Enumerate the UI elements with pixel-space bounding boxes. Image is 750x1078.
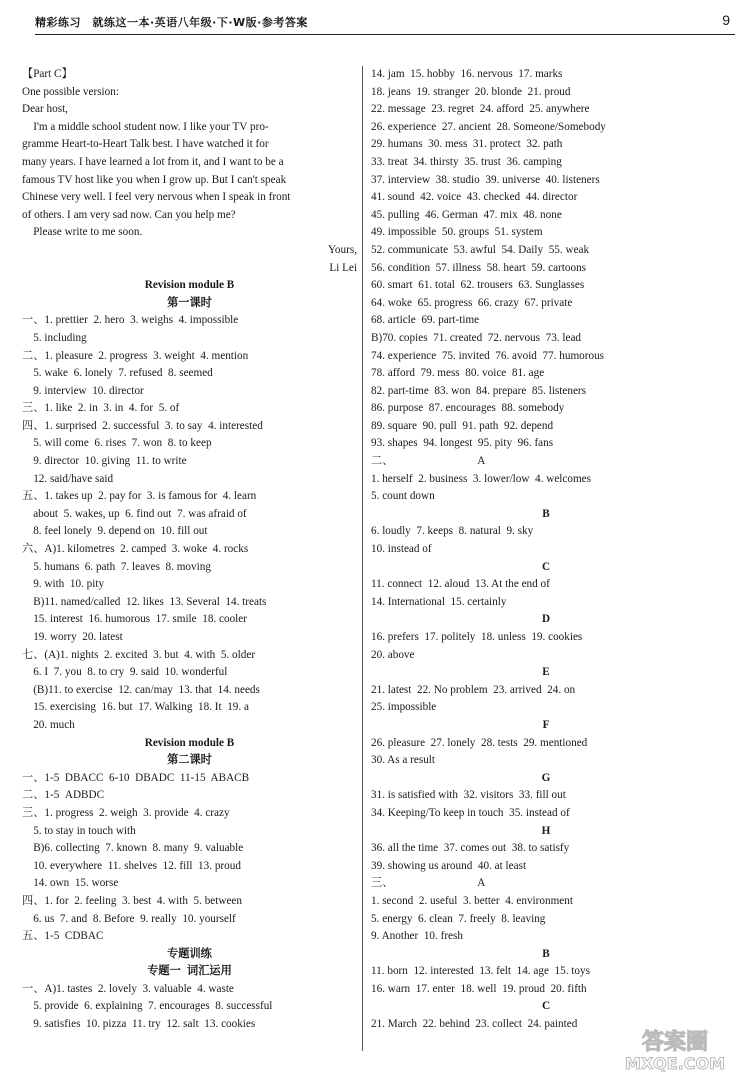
answer-line: famous TV host like you when I grow up. But I can't speak xyxy=(22,173,287,186)
answer-line: 七、(A)1. nights 2. excited 3. but 4. with 5. older xyxy=(22,648,256,661)
answer-line: 6. loudly 7. keeps 8. natural 9. sky xyxy=(371,525,534,538)
answer-line: 5. will come 6. rises 7. won 8. to keep xyxy=(22,437,212,450)
answer-line: Please write to me soon. xyxy=(22,226,143,239)
answer-line: 14. International 15. certainly xyxy=(371,595,507,608)
header-title: 精彩练习 就练这一本·英语八年级·下·W版·参考答案 xyxy=(35,16,308,29)
answer-line: 9. director 10. giving 11. to write xyxy=(22,455,187,468)
answer-line: 82. part-time 83. won 84. prepare 85. listeners xyxy=(371,384,586,397)
answer-line: 9. with 10. pity xyxy=(22,578,105,591)
answer-line: 41. sound 42. voice 43. checked 44. director xyxy=(371,191,578,204)
answer-line: 22. message 23. regret 24. afford 25. anywhere xyxy=(371,103,590,116)
answer-line: 25. impossible xyxy=(371,701,437,714)
answer-line: 19. worry 20. latest xyxy=(22,631,123,643)
answer-line: Dear host, xyxy=(22,103,68,116)
answer-line: 14. own 15. worse xyxy=(22,877,119,890)
answer-line: 专题一 词汇运用 xyxy=(147,965,232,978)
answer-line: 五、1-5 CDBAC xyxy=(22,930,104,943)
answer-line: 三、1. like 2. in 3. in 4. for 5. of xyxy=(22,402,180,415)
column-divider xyxy=(362,66,363,1051)
answer-line: 【Part C】 xyxy=(22,68,73,80)
answer-line: 26. experience 27. ancient 28. Someone/Somebody xyxy=(371,120,606,133)
answer-line: 74. experience 75. invited 76. avoid 77. humorous xyxy=(371,349,605,362)
answer-line: 四、1. surprised 2. successful 3. to say 4. interested xyxy=(22,419,263,432)
answer-line: 5. wake 6. lonely 7. refused 8. seemed xyxy=(22,367,213,380)
answer-line: C xyxy=(541,560,551,573)
answer-line: C xyxy=(541,1000,551,1013)
answer-line: Revision module B xyxy=(144,279,235,292)
watermark-line2: MXQE.COM xyxy=(624,1054,726,1073)
answer-line: 64. woke 65. progress 66. crazy 67. private xyxy=(371,296,573,309)
answer-line: 6. I 7. you 8. to cry 9. said 10. wonderful xyxy=(22,666,228,679)
answer-line: 86. purpose 87. encourages 88. somebody xyxy=(371,402,565,415)
answer-line: D xyxy=(541,613,551,626)
answer-line: 一、1. prettier 2. hero 3. weighs 4. impossible xyxy=(22,314,239,327)
answer-line: 16. warn 17. enter 18. well 19. proud 20. fifth xyxy=(371,982,587,995)
answer-line: 二、1. pleasure 2. progress 3. weight 4. mention xyxy=(22,349,249,362)
answer-line: gramme Heart-to-Heart Talk best. I have watched it for xyxy=(22,138,269,151)
answer-line: 四、1. for 2. feeling 3. best 4. with 5. between xyxy=(22,894,242,907)
answer-line: 一、1-5 DBACC 6-10 DBADC 11-15 ABACB xyxy=(22,771,250,784)
answer-line: 第二课时 xyxy=(167,754,212,767)
answer-line: Chinese very well. I feel very nervous when I speak in front xyxy=(22,191,291,204)
answer-line: B xyxy=(542,947,550,960)
watermark-line1: 答案圈 xyxy=(641,1030,709,1055)
answer-line: 5. to stay in touch with xyxy=(22,824,136,837)
answer-line: 一、A)1. tastes 2. lovely 3. valuable 4. waste xyxy=(22,982,234,995)
answer-line: 21. latest 22. No problem 23. arrived 24. on xyxy=(371,683,576,696)
answer-line: 52. communicate 53. awful 54. Daily 55. weak xyxy=(371,243,590,256)
answer-line: 三、1. progress 2. weigh 3. provide 4. crazy xyxy=(22,806,230,819)
answer-line: 31. is satisfied with 32. visitors 33. fill out xyxy=(371,789,566,802)
answer-line: B)6. collecting 7. known 8. many 9. valuable xyxy=(22,842,244,855)
answer-line: 39. showing us around 40. at least xyxy=(371,859,527,872)
answer-line: 20. above xyxy=(371,648,415,661)
answer-line: 18. jeans 19. stranger 20. blonde 21. proud xyxy=(371,85,571,98)
answer-line: 11. connect 12. aloud 13. At the end of xyxy=(371,578,550,591)
answer-line: 56. condition 57. illness 58. heart 59. cartoons xyxy=(371,261,587,274)
answer-line: (B)11. to exercise 12. can/may 13. that 14. needs xyxy=(22,683,260,696)
answer-line: 1. herself 2. business 3. lower/low 4. welcomes xyxy=(371,472,591,485)
page-header xyxy=(35,10,730,36)
answer-line: many years. I have learned a lot from it, and I want to be a xyxy=(22,155,284,168)
answer-line: 15. interest 16. humorous 17. smile 18. cooler xyxy=(22,613,247,626)
answer-line: Revision module B xyxy=(144,736,235,749)
answer-line: F xyxy=(542,718,550,731)
answer-line: 36. all the time 37. comes out 38. to satisfy xyxy=(371,842,570,855)
answer-line: H xyxy=(541,824,551,837)
answer-line: 89. square 90. pull 91. path 92. depend xyxy=(371,419,554,432)
answer-line: I'm a middle school student now. I like your TV pro- xyxy=(22,120,269,133)
answer-line: B)70. copies 71. created 72. nervous 73. lead xyxy=(371,331,582,344)
answer-line: 5. humans 6. path 7. leaves 8. moving xyxy=(22,560,211,573)
answer-line: 45. pulling 46. German 47. mix 48. none xyxy=(371,208,562,221)
answer-line: Yours, xyxy=(327,243,357,256)
answer-line: 30. As a result xyxy=(371,754,436,767)
answer-line: B xyxy=(542,507,550,520)
right-column xyxy=(371,66,721,1034)
answer-line: 9. Another 10. fresh xyxy=(371,930,463,943)
answer-line: 26. pleasure 27. lonely 28. tests 29. mentioned xyxy=(371,736,588,749)
answer-line: 5. including xyxy=(22,331,87,344)
answer-line: 33. treat 34. thirsty 35. trust 36. camping xyxy=(371,155,562,168)
answer-line: 16. prefers 17. politely 18. unless 19. cookies xyxy=(371,631,583,643)
left-column xyxy=(22,66,357,1034)
answer-line: 21. March 22. behind 23. collect 24. painted xyxy=(371,1018,578,1031)
answer-line: about 5. wakes, up 6. find out 7. was afraid of xyxy=(22,507,247,520)
watermark-logo xyxy=(610,1025,740,1073)
answer-line: 10. everywhere 11. shelves 12. fill 13. proud xyxy=(22,859,241,872)
answer-line: 14. jam 15. hobby 16. nervous 17. marks xyxy=(371,68,563,80)
answer-line: 专题训练 xyxy=(167,947,212,960)
answer-line: 5. provide 6. explaining 7. encourages 8. successful xyxy=(22,1000,273,1013)
answer-line: 6. us 7. and 8. Before 9. really 10. yourself xyxy=(22,912,236,925)
answer-line: 1. second 2. useful 3. better 4. environment xyxy=(371,894,573,907)
answer-line: One possible version: xyxy=(22,85,119,98)
answer-line: 8. feel lonely 9. depend on 10. fill out xyxy=(22,525,208,538)
answer-line: E xyxy=(542,666,550,679)
answer-line: 60. smart 61. total 62. trousers 63. Sunglasses xyxy=(371,279,585,292)
answer-line: 三、 A xyxy=(371,877,486,890)
header-rule xyxy=(35,34,735,35)
answer-line: 第一课时 xyxy=(167,296,212,309)
answer-line: 10. instead of xyxy=(371,543,432,556)
answer-line: 5. energy 6. clean 7. freely 8. leaving xyxy=(371,912,546,925)
answer-line: of others. I am very sad now. Can you help me? xyxy=(22,208,236,221)
answer-line: 20. much xyxy=(22,718,75,731)
answer-line: G xyxy=(541,771,551,784)
answer-line: 二、 A xyxy=(371,455,486,468)
answer-line: Li Lei xyxy=(329,261,357,274)
answer-line: 9. interview 10. director xyxy=(22,384,144,397)
answer-line: 34. Keeping/To keep in touch 35. instead of xyxy=(371,806,570,819)
answer-line: 12. said/have said xyxy=(22,472,114,485)
answer-line: 9. satisfies 10. pizza 11. try 12. salt 13. cookies xyxy=(22,1018,256,1031)
answer-line: 15. exercising 16. but 17. Walking 18. It 19. a xyxy=(22,701,249,714)
answer-line: 37. interview 38. studio 39. universe 40. listeners xyxy=(371,173,600,186)
answer-line: 5. count down xyxy=(371,490,435,503)
answer-line: 78. afford 79. mess 80. voice 81. age xyxy=(371,367,545,380)
answer-line: B)11. named/called 12. likes 13. Several 14. treats xyxy=(22,595,267,608)
answer-line: 93. shapes 94. longest 95. pity 96. fans xyxy=(371,437,554,450)
answer-line: 五、1. takes up 2. pay for 3. is famous for 4. learn xyxy=(22,490,257,503)
answer-line: 49. impossible 50. groups 51. system xyxy=(371,226,543,239)
page-number: 9 xyxy=(722,12,730,28)
answer-line: 68. article 69. part-time xyxy=(371,314,480,327)
answer-line: 11. born 12. interested 13. felt 14. age 15. toys xyxy=(371,965,590,978)
answer-line: 29. humans 30. mess 31. protect 32. path xyxy=(371,138,563,151)
answer-line: 六、A)1. kilometres 2. camped 3. woke 4. rocks xyxy=(22,543,249,556)
answer-line: 二、1-5 ADBDC xyxy=(22,789,105,802)
